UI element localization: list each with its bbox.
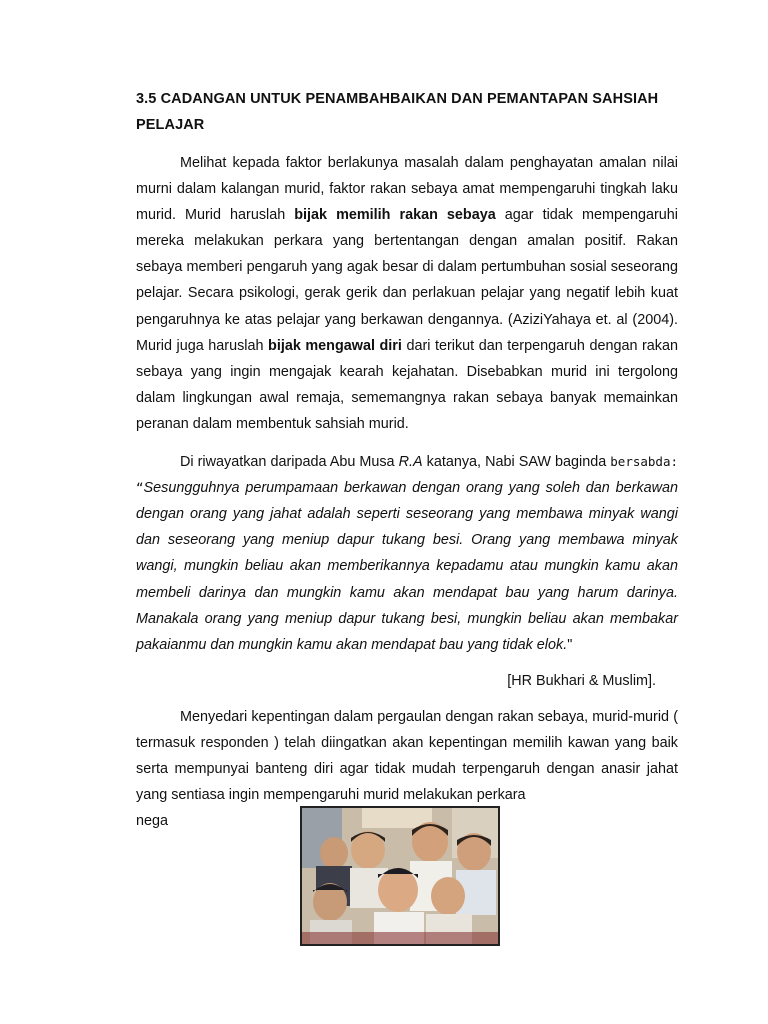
photo-illustration	[302, 808, 498, 944]
text-run: agar tidak mempengaruhi mereka melakukan perkara yang bertentangan dengan amalan positif. Rakan sebaya memberi pengaruh yang agak besar di dalam pertumbuhan sosial seseorang pelajar. Secara psikologi, gerak gerik dan perlakuan pelajar yang negatif lebih kuat pengaruhnya ke atas pelajar yang berkawan dengannya. (AziziYahaya et. al (2004). Murid juga haruslah	[136, 207, 678, 354]
closing-quote: "	[567, 636, 573, 653]
italic-abbrev: R.A	[398, 454, 423, 471]
text-run: dari terikut dan terpengaruh dengan rakan sebaya yang ingin mengajak kearah kejahatan. Disebabkan murid ini tergolong dalam lingkungan awal remaja, sememangnya rakan sebaya banyak memainkan peranan dalam membentuk sahsiah murid.	[136, 337, 679, 432]
bold-phrase: bijak mengawal diri	[268, 337, 402, 354]
photo-row	[136, 808, 678, 948]
hadith-quote: Sesungguhnya perumpamaan berkawan dengan orang yang soleh dan berkawan dengan orang yang jahat adalah seperti seseorang yang membawa minyak wangi dan seseorang yang meniup dapur tukang besi. Orang yang membawa minyak wangi, mungkin beliau akan memberikannya kepadamu atau mungkin kamu akan membeli darinya dan mungkin kamu akan mendapat bau yang harum darinya. Manakala orang yang meniup dapur tukang besi, mungkin beliau akan membakar pakaianmu dan mungkin kamu akan mendapat bau yang tidak elok.	[136, 480, 678, 653]
paragraph-awareness: Menyedari kepentingan dalam pergaulan dengan rakan sebaya, murid-murid ( termasuk responden ) telah diingatkan akan kepentingan memilih kawan yang baik serta mempunyai banteng diri agar tidak mudah terpengaruh dengan anasir jahat yang sentiasa ingin mempengaruhi murid melakukan perkara	[136, 708, 678, 804]
paragraph-peer-influence	[136, 150, 678, 437]
truncated-text: nega	[136, 813, 169, 830]
citation: [HR Bukhari & Muslim].	[507, 672, 656, 689]
group-photo	[300, 806, 500, 946]
text-run: katanya, Nabi SAW baginda	[422, 454, 611, 471]
section-heading: 3.5 CADANGAN UNTUK PENAMBAHBAIKAN DAN PEMANTAPAN SAHSIAH PELAJAR	[136, 91, 659, 133]
bold-phrase: bijak memilih rakan sebaya	[294, 207, 496, 224]
text-run: Melihat kepada faktor berlakunya masalah dalam penghayatan amalan nilai murni dalam kalangan murid, faktor rakan sebaya amat mempengaruhi tingkah laku murid. Murid haruslah	[136, 155, 678, 224]
text-run: Di riwayatkan daripada Abu Musa	[180, 454, 399, 471]
mono-text-run: bersabda: “	[136, 454, 678, 496]
paragraph-hadith	[136, 449, 678, 658]
document-page	[136, 86, 678, 948]
